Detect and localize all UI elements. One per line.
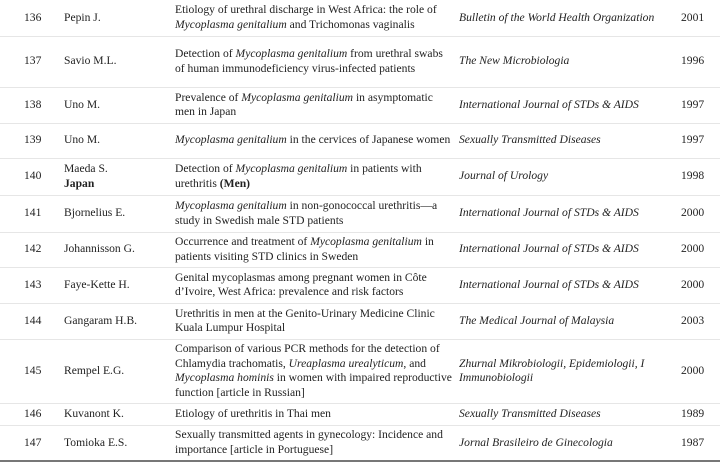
title-segment: Etiology of urethritis in Thai men [175, 406, 331, 420]
title-segment: in the cervices of Japanese women [286, 133, 451, 147]
title-segment: Urethritis in men at the Genito-Urinary Medicine Clinic Kuala Lumpur Hospital [175, 306, 435, 334]
table-row [0, 339, 720, 403]
table-row [0, 87, 720, 123]
row-number: 140 [0, 158, 64, 195]
author-name: Maeda S. [64, 162, 108, 175]
author-name: Faye-Kette H. [64, 277, 130, 291]
title-cell [175, 158, 459, 195]
year-cell: 1987 [681, 425, 720, 461]
year-cell: 1996 [681, 36, 720, 87]
row-number: 136 [0, 0, 64, 36]
table-row [0, 36, 720, 87]
title-segment: (Men) [219, 176, 251, 190]
title-segment: in patients with urethritis [175, 162, 422, 190]
row-number: 141 [0, 195, 64, 232]
row-number: 142 [0, 232, 64, 267]
journal-cell: Jornal Brasileiro de Ginecologia [459, 425, 681, 461]
title-segment: Mycoplasma genitalium [310, 235, 422, 248]
author-name: Savio M.L. [64, 54, 117, 68]
author-name: Gangaram H.B. [64, 313, 138, 327]
title-segment: Prevalence of [175, 90, 242, 104]
title-segment: and Trichomonas vaginalis [286, 17, 415, 31]
journal-cell: Zhurnal Mikrobiologii, Epidemiologii, I Immunobiologii [459, 339, 681, 403]
table-row [0, 303, 720, 339]
author-name: Rempel E.G. [64, 363, 125, 377]
table-row [0, 158, 720, 195]
table-row [0, 0, 720, 36]
author-name: Pepin J. [64, 10, 101, 24]
year-cell: 2000 [681, 195, 720, 232]
title-cell [175, 339, 459, 403]
author-cell [64, 267, 175, 303]
journal-cell: International Journal of STDs & AIDS [459, 195, 681, 232]
author-cell [64, 425, 175, 461]
title-segment: in women with impaired reproductive function [article in Russian] [175, 371, 452, 399]
title-segment: Mycoplasma genitalium [175, 199, 287, 212]
author-cell [64, 0, 175, 36]
journal-cell: Bulletin of the World Health Organization [459, 0, 681, 36]
row-number: 137 [0, 36, 64, 87]
year-cell: 1997 [681, 87, 720, 123]
title-segment: Detection of [175, 47, 236, 60]
row-number: 144 [0, 303, 64, 339]
year-cell: 2000 [681, 339, 720, 403]
title-segment: Mycoplasma hominis [175, 371, 274, 384]
year-cell: 2003 [681, 303, 720, 339]
author-cell [64, 403, 175, 425]
title-cell [175, 267, 459, 303]
title-cell [175, 425, 459, 461]
author-cell [64, 36, 175, 87]
author-cell [64, 232, 175, 267]
author-name: Uno M. [64, 133, 101, 147]
title-cell [175, 87, 459, 123]
title-segment: Comparison of various PCR methods for the detection of Chlamydia trachomatis, [175, 342, 440, 370]
year-cell: 1998 [681, 158, 720, 195]
author-name: Tomioka E.S. [64, 435, 128, 449]
title-cell [175, 0, 459, 36]
title-segment: Sexually transmitted agents in gynecology: Incidence and importance [article in Portuguese] [175, 428, 443, 456]
row-number: 143 [0, 267, 64, 303]
author-cell [64, 158, 175, 195]
journal-cell: Sexually Transmitted Diseases [459, 403, 681, 425]
author-country-note: Japan [64, 176, 95, 190]
journal-cell: Sexually Transmitted Diseases [459, 123, 681, 158]
title-cell [175, 403, 459, 425]
author-cell [64, 303, 175, 339]
journal-cell: International Journal of STDs & AIDS [459, 267, 681, 303]
author-name: Bjornelius E. [64, 206, 126, 220]
title-cell [175, 123, 459, 158]
year-cell: 1989 [681, 403, 720, 425]
title-segment: Mycoplasma genitalium [175, 17, 287, 31]
row-number: 145 [0, 339, 64, 403]
title-segment: Etiology of urethral discharge in West Africa: the role of [175, 3, 437, 17]
title-cell [175, 195, 459, 232]
title-segment: Mycoplasma genitalium [235, 162, 348, 175]
author-name: Johannisson G. [64, 242, 135, 256]
title-segment: in non-gonococcal urethritis—a study in Swedish male STD patients [175, 199, 438, 227]
row-number: 147 [0, 425, 64, 461]
title-segment: , and [403, 356, 426, 370]
title-segment: Mycoplasma genitalium [175, 133, 287, 147]
row-number: 146 [0, 403, 64, 425]
title-segment: in asymptomatic men in Japan [175, 90, 433, 118]
table-row [0, 232, 720, 267]
table-row [0, 123, 720, 158]
title-segment: Detection of [175, 162, 236, 175]
author-cell [64, 87, 175, 123]
year-cell: 2001 [681, 0, 720, 36]
author-cell [64, 339, 175, 403]
row-number: 138 [0, 87, 64, 123]
author-name: Uno M. [64, 97, 101, 111]
title-segment: Genital mycoplasmas among pregnant women in Côte d’Ivoire, West Africa: prevalence and risk factors [175, 270, 427, 298]
title-segment: Mycoplasma genitalium [235, 47, 348, 60]
journal-cell: International Journal of STDs & AIDS [459, 87, 681, 123]
table-row [0, 267, 720, 303]
title-segment: Mycoplasma genitalium [241, 90, 354, 104]
title-segment: Ureaplasma urealyticum [288, 356, 404, 370]
journal-cell: International Journal of STDs & AIDS [459, 232, 681, 267]
title-segment: in patients visiting STD clinics in Sweden [175, 235, 434, 263]
table-row [0, 195, 720, 232]
table-row [0, 403, 720, 425]
row-number: 139 [0, 123, 64, 158]
year-cell: 2000 [681, 267, 720, 303]
author-cell [64, 195, 175, 232]
title-segment: from urethral swabs of human immunodeficiency virus-infected patients [175, 47, 443, 75]
table-row [0, 425, 720, 461]
year-cell: 1997 [681, 123, 720, 158]
title-segment: Occurrence and treatment of [175, 235, 311, 248]
title-cell [175, 36, 459, 87]
journal-cell: The Medical Journal of Malaysia [459, 303, 681, 339]
year-cell: 2000 [681, 232, 720, 267]
title-cell [175, 232, 459, 267]
journal-cell: Journal of Urology [459, 158, 681, 195]
journal-cell: The New Microbiologia [459, 36, 681, 87]
author-name: Kuvanont K. [64, 406, 124, 420]
title-cell [175, 303, 459, 339]
author-cell [64, 123, 175, 158]
